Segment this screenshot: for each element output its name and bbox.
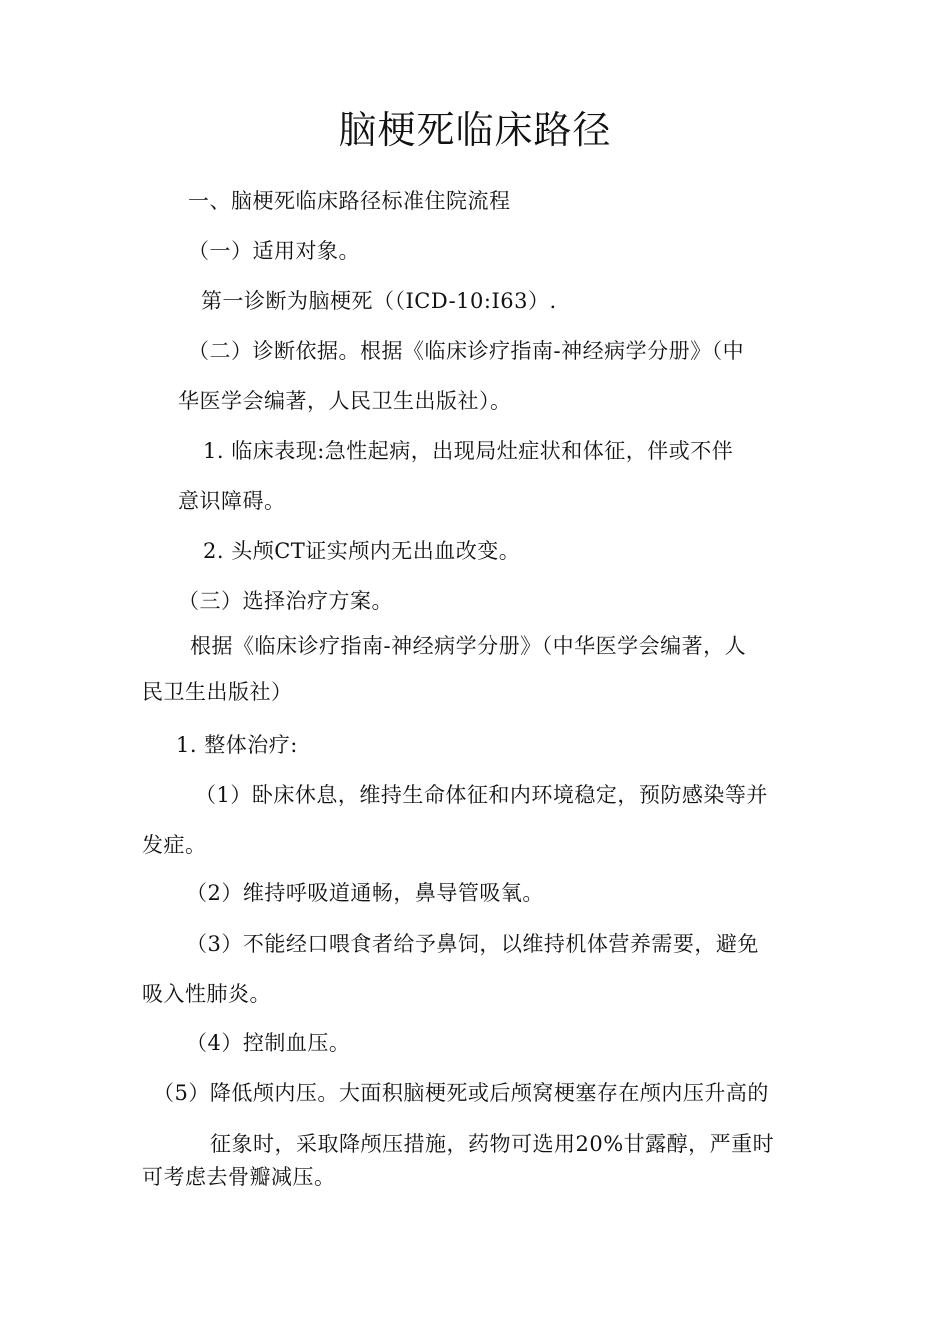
subsection-applicable-scope: （一）适用对象。 (188, 239, 360, 263)
subsection-diagnosis-basis-line2: 华医学会编著，人民卫生出版社）。 (178, 389, 512, 413)
list-item-airway: （2）维持呼吸道通畅，鼻导管吸氧。 (186, 881, 544, 905)
paragraph-first-diagnosis: 第一诊断为脑梗死（（ICD-10:I63）. (201, 289, 557, 313)
list-item-intracranial-line3: 可考虑去骨瓣减压。 (142, 1165, 336, 1189)
list-item-bed-rest-line2: 发症。 (142, 833, 207, 857)
paragraph-treatment-basis-line2: 民卫生出版社） (142, 680, 293, 704)
list-item-clinical-line1: 1. 临床表现:急性起病，出现局灶症状和体征，伴或不伴 (203, 439, 734, 463)
list-item-ct: 2. 头颅CT证实颅内无出血改变。 (203, 539, 521, 563)
list-item-nasal-feeding-line2: 吸入性肺炎。 (142, 982, 271, 1006)
subsection-treatment-plan: （三）选择治疗方案。 (178, 589, 393, 613)
list-item-intracranial-line2: 征象时，采取降颅压措施，药物可选用20%甘露醇，严重时 (210, 1132, 775, 1156)
section-heading-1: 一、脑梗死临床路径标准住院流程 (188, 189, 511, 213)
list-item-nasal-feeding-line1: （3）不能经口喂食者给予鼻饲，以维持机体营养需要，避免 (186, 932, 759, 956)
list-item-bed-rest-line1: （1）卧床休息，维持生命体征和内环境稳定，预防感染等并 (195, 783, 768, 807)
list-item-intracranial-line1: （5）降低颅内压。大面积脑梗死或后颅窝梗塞存在颅内压升高的 (153, 1081, 769, 1105)
subsection-diagnosis-basis-line1: （二）诊断依据。根据《临床诊疗指南-神经病学分册》（中 (188, 339, 745, 363)
list-item-blood-pressure: （4）控制血压。 (186, 1031, 351, 1055)
list-item-clinical-line2: 意识障碍。 (178, 489, 286, 513)
document-title: 脑梗死临床路径 (338, 108, 612, 152)
paragraph-treatment-basis-line1: 根据《临床诊疗指南-神经病学分册》（中华医学会编著，人 (190, 634, 747, 658)
list-item-overall-treatment: 1. 整体治疗: (176, 733, 298, 757)
